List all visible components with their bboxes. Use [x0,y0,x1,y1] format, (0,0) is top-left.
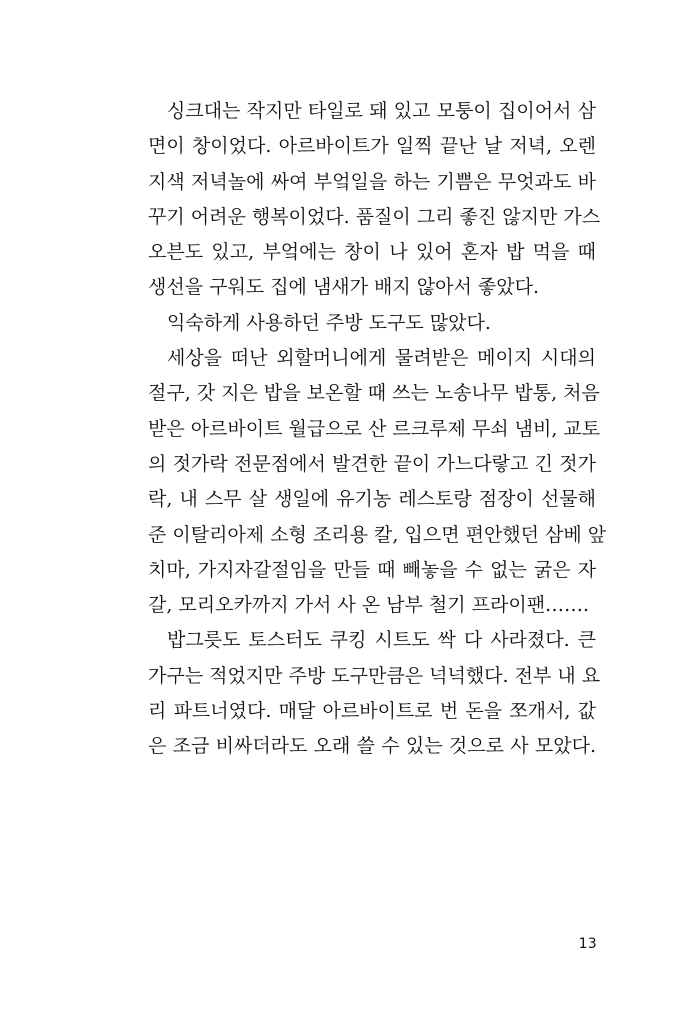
text-line-5: 오븐도 있고, 부엌에는 창이 나 있어 혼자 밥 먹을 때 [148,241,596,264]
text-line-18: 리 파트너였다. 매달 아르바이트로 번 돈을 쪼개서, 값 [148,700,596,723]
text-line-9: 절구, 갓 지은 밥을 보온할 때 쓰는 노송나무 밥통, 처음 [148,382,600,405]
text-line-17: 가구는 적었지만 주방 도구만큼은 넉넉했다. 전부 내 요 [148,664,601,687]
text-line-13: 준 이탈리아제 소형 조리용 칼, 입으면 편안했던 삼베 앞 [148,523,607,546]
text-line-3: 지색 저녁놀에 싸여 부엌일을 하는 기쁨은 무엇과도 바 [148,170,596,193]
text-line-14: 치마, 가지자갈절임을 만들 때 빼놓을 수 없는 굵은 자 [148,558,596,581]
text-line-6: 생선을 구워도 집에 냄새가 배지 않아서 좋았다. [148,276,540,299]
text-line-11: 의 젓가락 전문점에서 발견한 끝이 가느다랗고 긴 젓가 [148,452,596,475]
page-number: 13 [578,936,597,952]
body-text [148,94,607,765]
text-line-1: 싱크대는 작지만 타일로 돼 있고 모퉁이 집이어서 삼 [167,100,596,122]
text-line-15: 갈, 모리오카까지 가서 사 온 남부 철기 프라이팬……. [148,594,590,617]
text-line-8: 세상을 떠난 외할머니에게 물려받은 메이지 시대의 [167,347,596,370]
text-line-2: 면이 창이었다. 아르바이트가 일찍 끝난 날 저녁, 오렌 [148,135,596,158]
text-line-19: 은 조금 비싸더라도 오래 쓸 수 있는 것으로 사 모았다. [148,735,596,758]
text-line-4: 꾸기 어려운 행복이었다. 품질이 그리 좋진 않지만 가스 [148,205,601,228]
text-line-12: 락, 내 스무 살 생일에 유기농 레스토랑 점장이 선물해 [148,488,596,511]
text-line-10: 받은 아르바이트 월급으로 산 르크루제 무쇠 냄비, 교토 [148,417,601,440]
text-line-7: 익숙하게 사용하던 주방 도구도 많았다. [167,311,491,334]
text-line-16: 밥그릇도 토스터도 쿠킹 시트도 싹 다 사라졌다. 큰 [167,629,596,652]
